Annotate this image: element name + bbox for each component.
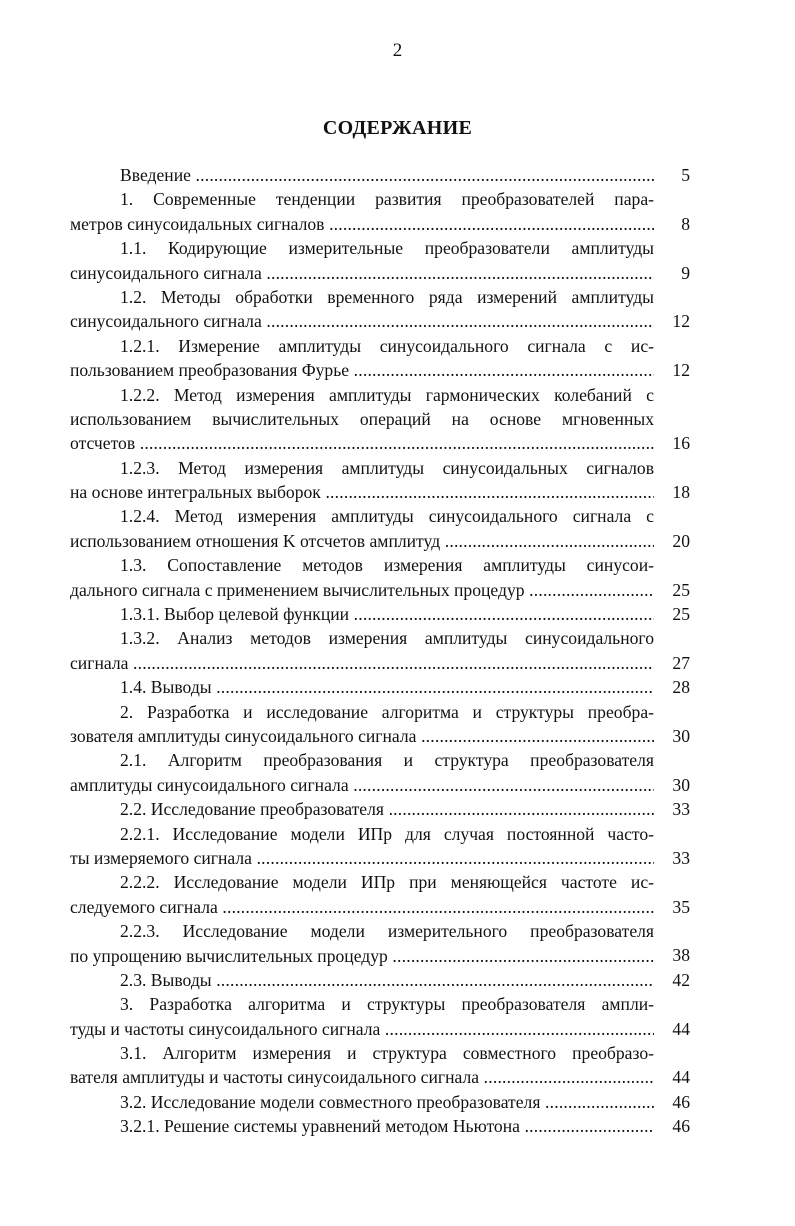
toc-entry-line: 2.2. Исследование преобразователя ..... bbox=[70, 797, 654, 821]
toc-entry-line: 1. Современные тенденции развития преобразователей пара- bbox=[120, 189, 654, 210]
toc-entry-line: 2.2.1. Исследование модели ИПр для случая постоянной часто- bbox=[120, 823, 654, 844]
toc-entry-line: ты измеряемого сигнала ..... bbox=[70, 846, 654, 870]
toc-entry bbox=[70, 285, 690, 334]
toc-entry bbox=[70, 163, 690, 187]
toc-entry bbox=[70, 626, 690, 675]
toc-entry-page: 46 bbox=[672, 1091, 690, 1112]
toc-entry-line: амплитуды синусоидального сигнала ..... bbox=[70, 773, 654, 797]
toc-entry-line: 1.4. Выводы ..... bbox=[70, 675, 654, 699]
toc-entry-line: 1.3.2. Анализ методов измерения амплитуды синусоидального bbox=[120, 628, 654, 649]
toc-entry-page: 20 bbox=[672, 530, 690, 551]
toc-entry-line: 3. Разработка алгоритма и структуры преобразователя ампли- bbox=[120, 994, 654, 1015]
toc-entry-page: 42 bbox=[672, 969, 690, 990]
page-title: СОДЕРЖАНИЕ bbox=[322, 117, 473, 139]
toc-entry bbox=[70, 236, 690, 285]
table-of-contents bbox=[70, 163, 690, 1139]
toc-entry-line: 1.3.1. Выбор целевой функции ..... bbox=[70, 602, 654, 626]
toc-entry-page: 18 bbox=[672, 482, 690, 503]
toc-entry bbox=[70, 504, 690, 553]
toc-entry-page: 33 bbox=[672, 799, 690, 820]
toc-entry-line: 2.3. Выводы ..... bbox=[70, 968, 654, 992]
toc-entry bbox=[70, 383, 690, 456]
toc-entry-line: Введение ..... bbox=[70, 163, 654, 187]
toc-entry-line: 1.2.3. Метод измерения амплитуды синусоидальных сигналов bbox=[120, 457, 654, 478]
toc-entry-page: 12 bbox=[672, 360, 690, 381]
toc-entry-line: метров синусоидальных сигналов ..... bbox=[70, 212, 654, 236]
toc-entry bbox=[70, 1114, 690, 1138]
toc-entry-line: зователя амплитуды синусоидального сигнала ..... bbox=[70, 724, 654, 748]
toc-entry-line: 3.2. Исследование модели совместного преобразователя ..... bbox=[70, 1090, 654, 1114]
toc-entry-page: 12 bbox=[672, 311, 690, 332]
toc-entry bbox=[70, 992, 690, 1041]
toc-entry-line: синусоидального сигнала ..... bbox=[70, 309, 654, 333]
toc-entry-line: 3.1. Алгоритм измерения и структура совместного преобразо- bbox=[120, 1043, 654, 1064]
toc-entry-page: 30 bbox=[672, 725, 690, 746]
toc-entry-page: 35 bbox=[672, 896, 690, 917]
toc-entry bbox=[70, 968, 690, 992]
toc-entry bbox=[70, 700, 690, 749]
toc-entry-page: 30 bbox=[672, 774, 690, 795]
toc-entry-line: пользованием преобразования Фурье ..... bbox=[70, 358, 654, 382]
toc-entry-line: 2.2.2. Исследование модели ИПр при меняющейся частоте ис- bbox=[120, 872, 654, 893]
toc-entry bbox=[70, 334, 690, 383]
toc-entry-line: 1.2.2. Метод измерения амплитуды гармонических колебаний с bbox=[120, 384, 654, 405]
toc-entry-line: 2.2.3. Исследование модели измерительного преобразователя bbox=[120, 921, 654, 942]
toc-entry bbox=[70, 187, 690, 236]
toc-entry-page: 44 bbox=[672, 1018, 690, 1039]
toc-entry-line: 2. Разработка и исследование алгоритма и структуры преобра- bbox=[120, 701, 654, 722]
toc-entry-line: отсчетов ..... bbox=[70, 431, 654, 455]
toc-entry bbox=[70, 748, 690, 797]
toc-entry-page: 27 bbox=[672, 652, 690, 673]
toc-entry-line: на основе интегральных выборок ..... bbox=[70, 480, 654, 504]
toc-entry bbox=[70, 1041, 690, 1090]
toc-entry-line: использованием отношения K отсчетов амплитуд ..... bbox=[70, 529, 654, 553]
toc-entry-line: следуемого сигнала ..... bbox=[70, 895, 654, 919]
toc-entry-page: 38 bbox=[672, 945, 690, 966]
toc-entry bbox=[70, 797, 690, 821]
toc-entry-line: использованием вычислительных операций на основе мгновенных bbox=[70, 408, 654, 429]
toc-entry-page: 33 bbox=[672, 847, 690, 868]
toc-entry-page: 46 bbox=[672, 1116, 690, 1137]
toc-entry-page: 16 bbox=[672, 433, 690, 454]
toc-entry-line: синусоидального сигнала ..... bbox=[70, 261, 654, 285]
page-number: 2 bbox=[392, 40, 403, 61]
toc-entry-page: 8 bbox=[681, 213, 690, 234]
toc-entry-line: туды и частоты синусоидального сигнала ..... bbox=[70, 1017, 654, 1041]
toc-entry-line: сигнала ..... bbox=[70, 651, 654, 675]
toc-entry-line: 1.2.4. Метод измерения амплитуды синусоидального сигнала с bbox=[120, 506, 654, 527]
toc-entry-page: 9 bbox=[681, 262, 690, 283]
toc-entry-page: 44 bbox=[672, 1067, 690, 1088]
toc-entry-line: 1.3. Сопоставление методов измерения амплитуды синусои- bbox=[120, 555, 654, 576]
toc-entry bbox=[70, 553, 690, 602]
toc-entry-line: 1.2.1. Измерение амплитуды синусоидального сигнала с ис- bbox=[120, 335, 654, 356]
toc-entry-page: 25 bbox=[672, 604, 690, 625]
toc-entry-line: 2.1. Алгоритм преобразования и структура преобразователя bbox=[120, 750, 654, 771]
toc-entry-line: вателя амплитуды и частоты синусоидального сигнала ..... bbox=[70, 1065, 654, 1089]
toc-entry-page: 5 bbox=[681, 164, 690, 185]
toc-entry bbox=[70, 456, 690, 505]
toc-entry-line: 1.2. Методы обработки временного ряда измерений амплитуды bbox=[120, 286, 654, 307]
toc-entry bbox=[70, 675, 690, 699]
toc-entry bbox=[70, 822, 690, 871]
toc-entry-line: дального сигнала с применением вычислительных процедур ..... bbox=[70, 578, 654, 602]
toc-entry bbox=[70, 1090, 690, 1114]
toc-entry-line: 3.2.1. Решение системы уравнений методом Ньютона ..... bbox=[70, 1114, 654, 1138]
toc-entry bbox=[70, 919, 690, 968]
toc-entry-page: 25 bbox=[672, 579, 690, 600]
toc-entry bbox=[70, 602, 690, 626]
toc-entry-page: 28 bbox=[672, 677, 690, 698]
toc-entry-line: по упрощению вычислительных процедур ..... bbox=[70, 944, 654, 968]
toc-entry-line: 1.1. Кодирующие измерительные преобразователи амплитуды bbox=[120, 238, 654, 259]
toc-entry bbox=[70, 870, 690, 919]
